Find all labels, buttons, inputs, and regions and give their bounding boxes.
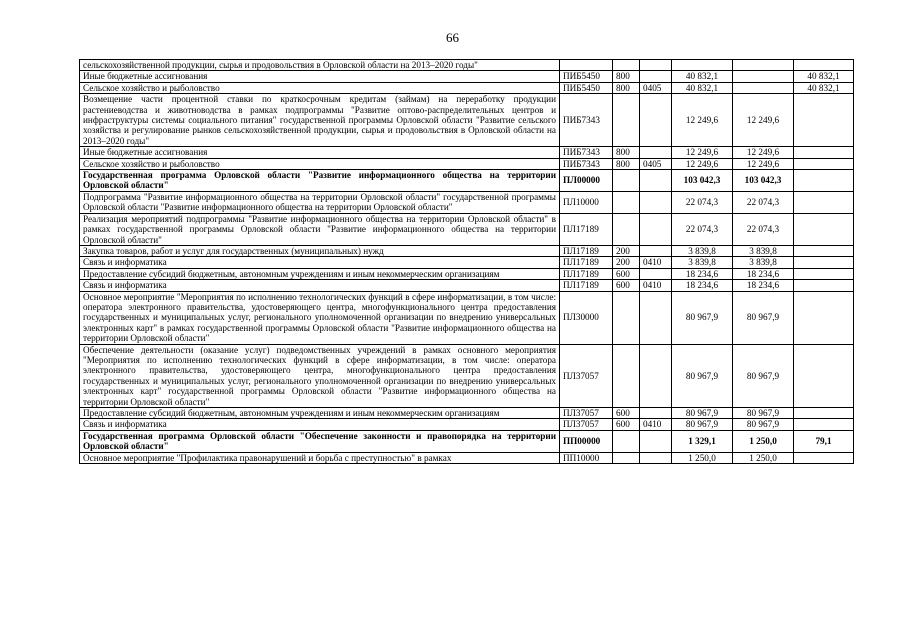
target-article-code-cell: ПИБ5450: [560, 82, 613, 93]
expense-type-cell: [613, 60, 640, 71]
table-row: [80, 170, 854, 192]
total-amount-cell: 12 249,6: [672, 94, 733, 147]
expense-name-cell: Иные бюджетные ассигнования: [80, 147, 560, 158]
expense-name-cell: Предоставление субсидий бюджетным, автономным учреждениям и иным некоммерческим организациям: [80, 268, 560, 279]
expense-name-cell: Государственная программа Орловской области "Обеспечение законности и правопорядка на территории Орловской области": [80, 430, 560, 452]
section-code-cell: [640, 430, 672, 452]
target-article-code-cell: ПЛ17189: [560, 257, 613, 268]
amount-column-2-cell: 1 250,0: [733, 430, 794, 452]
amount-column-2-cell: 80 967,9: [733, 291, 794, 344]
target-article-code-cell: ПЛ10000: [560, 191, 613, 213]
target-article-code-cell: ПП10000: [560, 452, 613, 463]
table-row: [80, 82, 854, 93]
amount-column-3-cell: [794, 452, 854, 463]
total-amount-cell: 3 839,8: [672, 257, 733, 268]
amount-column-2-cell: 1 250,0: [733, 452, 794, 463]
total-amount-cell: 18 234,6: [672, 268, 733, 279]
amount-column-2-cell: 12 249,6: [733, 158, 794, 169]
target-article-code-cell: ПЛ37057: [560, 408, 613, 419]
amount-column-2-cell: [733, 60, 794, 71]
amount-column-3-cell: 40 832,1: [794, 71, 854, 82]
total-amount-cell: 18 234,6: [672, 280, 733, 291]
expense-name-cell: Закупка товаров, работ и услуг для государственных (муниципальных) нужд: [80, 245, 560, 256]
expense-name-cell: Обеспечение деятельности (оказание услуг) подведомственных учреждений в рамках основного мероприятия "Мероприятия по исполнению технологических функций в сфере информатизации, в том числе: оператора электронного правительства, удостоверяющего центра, многофункционального центра предоставления государственных и муниципальных услуг, регионального уполномоченной организации по внедрению универсальных электронных карт" государственной программы Орловской области "Развитие информационного общества на территории Орловской области": [80, 344, 560, 407]
total-amount-cell: 80 967,9: [672, 291, 733, 344]
expense-type-cell: 800: [613, 147, 640, 158]
table-row: [80, 94, 854, 147]
target-article-code-cell: ПИБ7343: [560, 147, 613, 158]
expense-type-cell: [613, 291, 640, 344]
total-amount-cell: 80 967,9: [672, 419, 733, 430]
section-code-cell: [640, 291, 672, 344]
total-amount-cell: 3 839,8: [672, 245, 733, 256]
amount-column-2-cell: [733, 71, 794, 82]
expense-type-cell: 600: [613, 408, 640, 419]
amount-column-3-cell: [794, 213, 854, 245]
section-code-cell: [640, 71, 672, 82]
total-amount-cell: 12 249,6: [672, 158, 733, 169]
target-article-code-cell: ПЛ17189: [560, 213, 613, 245]
section-code-cell: [640, 408, 672, 419]
expense-name-cell: Связь и информатика: [80, 419, 560, 430]
expense-name-cell: Подпрограмма "Развитие информационного общества на территории Орловской области" государственной программы Орловской области "Развитие информационного общества на территории Орловской области": [80, 191, 560, 213]
expense-type-cell: [613, 430, 640, 452]
section-code-cell: [640, 268, 672, 279]
amount-column-3-cell: [794, 245, 854, 256]
section-code-cell: 0410: [640, 419, 672, 430]
expense-type-cell: 200: [613, 257, 640, 268]
expense-type-cell: 800: [613, 158, 640, 169]
expense-type-cell: [613, 344, 640, 407]
table-row: [80, 419, 854, 430]
amount-column-2-cell: 103 042,3: [733, 170, 794, 192]
target-article-code-cell: ПП00000: [560, 430, 613, 452]
amount-column-3-cell: [794, 94, 854, 147]
amount-column-3-cell: [794, 191, 854, 213]
expense-type-cell: 600: [613, 280, 640, 291]
amount-column-3-cell: [794, 268, 854, 279]
budget-table-body: [80, 60, 854, 464]
target-article-code-cell: ПИБ7343: [560, 158, 613, 169]
section-code-cell: [640, 94, 672, 147]
total-amount-cell: 40 832,1: [672, 82, 733, 93]
total-amount-cell: 22 074,3: [672, 191, 733, 213]
amount-column-3-cell: [794, 408, 854, 419]
table-row: [80, 213, 854, 245]
target-article-code-cell: ПЛ00000: [560, 170, 613, 192]
amount-column-3-cell: [794, 280, 854, 291]
expense-type-cell: [613, 452, 640, 463]
amount-column-2-cell: 12 249,6: [733, 94, 794, 147]
target-article-code-cell: ПЛ30000: [560, 291, 613, 344]
expense-type-cell: [613, 191, 640, 213]
section-code-cell: [640, 213, 672, 245]
amount-column-3-cell: [794, 257, 854, 268]
total-amount-cell: 1 329,1: [672, 430, 733, 452]
section-code-cell: [640, 344, 672, 407]
target-article-code-cell: ПИБ5450: [560, 71, 613, 82]
amount-column-3-cell: 40 832,1: [794, 82, 854, 93]
amount-column-2-cell: [733, 82, 794, 93]
table-row: [80, 280, 854, 291]
target-article-code-cell: [560, 60, 613, 71]
target-article-code-cell: ПЛ17189: [560, 245, 613, 256]
section-code-cell: 0405: [640, 158, 672, 169]
table-row: [80, 257, 854, 268]
amount-column-2-cell: 80 967,9: [733, 408, 794, 419]
section-code-cell: [640, 245, 672, 256]
amount-column-3-cell: [794, 291, 854, 344]
table-row: [80, 245, 854, 256]
amount-column-2-cell: 80 967,9: [733, 419, 794, 430]
target-article-code-cell: ПЛ17189: [560, 268, 613, 279]
target-article-code-cell: ПЛ17189: [560, 280, 613, 291]
expense-name-cell: Сельское хозяйство и рыболовство: [80, 82, 560, 93]
budget-table: [79, 59, 854, 464]
amount-column-2-cell: 80 967,9: [733, 344, 794, 407]
page-number: 66: [446, 30, 459, 45]
expense-name-cell: Реализация мероприятий подпрограммы "Развитие информационного общества на территории Орловской области" в рамках государственной программы Орловской области "Развитие информационного общества на территории Орловской области": [80, 213, 560, 245]
table-row: [80, 452, 854, 463]
amount-column-2-cell: 12 249,6: [733, 147, 794, 158]
expense-name-cell: Сельское хозяйство и рыболовство: [80, 158, 560, 169]
section-code-cell: [640, 191, 672, 213]
expense-type-cell: 600: [613, 419, 640, 430]
section-code-cell: [640, 147, 672, 158]
total-amount-cell: 1 250,0: [672, 452, 733, 463]
table-row: [80, 430, 854, 452]
total-amount-cell: 40 832,1: [672, 71, 733, 82]
expense-name-cell: Государственная программа Орловской области "Развитие информационного общества на территории Орловской области": [80, 170, 560, 192]
expense-name-cell: Предоставление субсидий бюджетным, автономным учреждениям и иным некоммерческим организациям: [80, 408, 560, 419]
amount-column-3-cell: [794, 170, 854, 192]
section-code-cell: 0410: [640, 280, 672, 291]
section-code-cell: [640, 170, 672, 192]
table-row: [80, 191, 854, 213]
amount-column-3-cell: [794, 147, 854, 158]
expense-type-cell: [613, 170, 640, 192]
expense-type-cell: [613, 94, 640, 147]
total-amount-cell: 103 042,3: [672, 170, 733, 192]
amount-column-3-cell: 79,1: [794, 430, 854, 452]
amount-column-2-cell: 3 839,8: [733, 257, 794, 268]
expense-type-cell: 600: [613, 268, 640, 279]
total-amount-cell: 12 249,6: [672, 147, 733, 158]
total-amount-cell: [672, 60, 733, 71]
table-row: [80, 60, 854, 71]
table-row: [80, 147, 854, 158]
amount-column-2-cell: 3 839,8: [733, 245, 794, 256]
amount-column-2-cell: 18 234,6: [733, 280, 794, 291]
total-amount-cell: 80 967,9: [672, 344, 733, 407]
total-amount-cell: 22 074,3: [672, 213, 733, 245]
expense-type-cell: [613, 213, 640, 245]
expense-name-cell: Основное мероприятие "Профилактика правонарушений и борьба с преступностью" в рамках: [80, 452, 560, 463]
total-amount-cell: 80 967,9: [672, 408, 733, 419]
target-article-code-cell: ПИБ7343: [560, 94, 613, 147]
amount-column-3-cell: [794, 344, 854, 407]
expense-name-cell: Иные бюджетные ассигнования: [80, 71, 560, 82]
section-code-cell: [640, 60, 672, 71]
section-code-cell: 0410: [640, 257, 672, 268]
expense-name-cell: Возмещение части процентной ставки по краткосрочным кредитам (займам) на переработку продукции растениеводства и животноводства в рамках подпрограммы "Развитие оптово-распределительных центров и инфраструктуры системы социального питания" государственной программы Орловской области "Развитие сельского хозяйства и регулирование рынков сельскохозяйственной продукции, сырья и продовольствия в Орловской области на 2013–2020 годы": [80, 94, 560, 147]
amount-column-2-cell: 22 074,3: [733, 191, 794, 213]
table-row: [80, 344, 854, 407]
expense-name-cell: сельскохозяйственной продукции, сырья и продовольствия в Орловской области на 2013–2020 годы": [80, 60, 560, 71]
amount-column-3-cell: [794, 60, 854, 71]
amount-column-3-cell: [794, 158, 854, 169]
section-code-cell: 0405: [640, 82, 672, 93]
expense-name-cell: Связь и информатика: [80, 280, 560, 291]
table-row: [80, 408, 854, 419]
table-row: [80, 158, 854, 169]
expense-type-cell: 200: [613, 245, 640, 256]
expense-type-cell: 800: [613, 71, 640, 82]
expense-name-cell: Основное мероприятие "Мероприятия по исполнению технологических функций в сфере информатизации, в том числе: оператора электронного правительства, удостоверяющего центра, многофункционального центра предоставления государственных и муниципальных услуг, регионального уполномоченной организации по внедрению универсальных электронных карт" в рамках государственной программы Орловской области "Развитие информационного общества на территории Орловской области": [80, 291, 560, 344]
target-article-code-cell: ПЛ37057: [560, 344, 613, 407]
expense-type-cell: 800: [613, 82, 640, 93]
amount-column-2-cell: 22 074,3: [733, 213, 794, 245]
expense-name-cell: Связь и информатика: [80, 257, 560, 268]
target-article-code-cell: ПЛ37057: [560, 419, 613, 430]
table-row: [80, 268, 854, 279]
amount-column-3-cell: [794, 419, 854, 430]
table-row: [80, 291, 854, 344]
amount-column-2-cell: 18 234,6: [733, 268, 794, 279]
section-code-cell: [640, 452, 672, 463]
table-row: [80, 71, 854, 82]
